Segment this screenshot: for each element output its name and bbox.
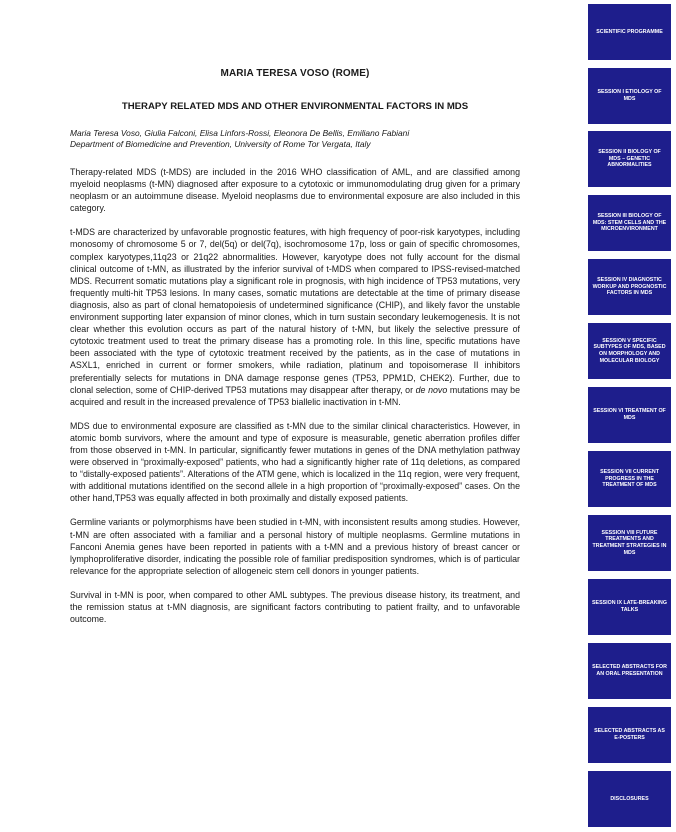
nav-label: SESSION V SPECIFIC SUBTYPES OF MDS, BASED ON MORPHOLOGY AND MOLECULAR BIOLOGY	[593, 337, 666, 364]
nav-label: SESSION VII CURRENT PROGRESS IN THE TREATMENT OF MDS	[600, 469, 659, 489]
nav-label: SESSION II BIOLOGY OF MDS – GENETIC ABNORMALITIES	[598, 149, 661, 169]
nav-label: SESSION VIII FUTURE TREATMENTS AND TREATMENT STRATEGIES IN MDS	[592, 529, 667, 556]
nav-session-3[interactable]	[588, 195, 671, 251]
nav-label: SESSION VI TREATMENT OF MDS	[593, 408, 666, 421]
nav-session-4[interactable]	[588, 259, 671, 315]
nav-label: SESSION IX LATE-BREAKING TALKS	[592, 600, 667, 613]
nav-session-8[interactable]	[588, 515, 671, 571]
nav-selected-abstracts-eposters[interactable]	[588, 707, 671, 763]
speaker-heading: MARIA TERESA VOSO (ROME)	[220, 68, 370, 79]
nav-label: SESSION I ETIOLOGY OF MDS	[597, 89, 662, 102]
nav-label: SESSION IV DIAGNOSTIC WORKUP AND PROGNOSTIC FACTORS IN MDS	[592, 277, 667, 297]
nav-disclosures[interactable]	[588, 771, 671, 827]
nav-session-9[interactable]	[588, 579, 671, 635]
paragraph-characteristics-text-b: mutations may be acquired and result in the increased prevalence of TP53 biallelic inactivation in t-MN.	[70, 384, 520, 407]
nav-label: DISCLOSURES	[610, 795, 649, 802]
nav-session-2[interactable]	[588, 131, 671, 187]
nav-scientific-programme[interactable]	[588, 4, 671, 60]
paragraph-germline: Germline variants or polymorphisms have been studied in t-MN, with inconsistent results among studies. However, t-MN are often associated with a familiar and a personal history of multiple neoplasms. Germline mutations in Fanconi Anemia genes have been reported in patients with a t-MN and a previous history of breast cancer or lymphoproliferative disorder, indicating the possible role of familiar predisposition syndromes, which is of particular relevance for the appropriate selection of allogeneic stem cell donors in younger patients.	[70, 517, 520, 576]
section-sidebar	[588, 0, 671, 832]
author-list: Maria Teresa Voso, Giulia Falconi, Elisa Linfors-Rossi, Eleonora De Bellis, Emiliano Fabiani	[70, 128, 410, 138]
paragraph-environmental: MDS due to environmental exposure are classified as t-MN due to the similar clinical characteristics. However, in atomic bomb survivors, where the amount and type of exposure is measurable, genetic aberration profiles differ from those observed in t-MN. In particular, significantly fewer mutations in genes of the DNA methylation pathway were observed in “proximally-exposed” patients, who had a significantly higher rate of 11q deletions, as compared to “distally-exposed patients”. Alterations of the ATM gene, which is localized in the 11q region, were very frequent, with additional mutations identified on the second allele in a high proportion of “proximally-exposed” cases. On the other hand,TP53 was equally affected in both proximally and distally exposed patients.	[70, 420, 520, 504]
nav-selected-abstracts-oral[interactable]	[588, 643, 671, 699]
nav-label: SESSION III BIOLOGY OF MDS: STEM CELLS AND THE MICROENVIRONMENT	[592, 213, 667, 233]
nav-session-6[interactable]	[588, 387, 671, 443]
paragraph-intro: Therapy-related MDS (t-MDS) are included in the 2016 WHO classification of AML, and are classified among myeloid neoplasms (t-MN) diagnosed after exposure to a cytotoxic or immunomodulating drug given for a primary neoplasm or an autoimmune disease. Myeloid neoplasms due to environmental exposure are also included in this category.	[70, 167, 520, 214]
paragraph-characteristics-text-a: t-MDS are characterized by unfavorable prognostic features, with high frequency of poor-risk karyotypes, including monosomy of chromosome 5 or 7, del(5q) or del(7q), isochromosome 17p, loss or gain of specific chromosomes, complex karyotypes,11q23 or 21q22 abnormalities. However, karyotype does not fully account for the dismal clinical outcome of t-MN, as illustrated by the inferior survival of t-MDS when compared to IPSS-revised-matched MDS. Recurrent somatic mutations play a significant role in prognosis, with high incidence of TP53 mutations, very frequently multi-hit TP53 lesions. In many cases, somatic mutations are detectable at the time of primary disease diagnosis, also as part of clonal hematopoiesis of undetermined significance (CHIP), and likely favor the unstable environment supporting later expansion of minor clones, which in turn sustain secondary leukemogenesis. It is not clear whether this evolution occurs as part of the natural history of t-MN, but likely the selective pressure of cytotoxic treatment used to treat the primary disease has a promoting role. In this line, specific mutations have been associated with the type of cytotoxic treatment received by the patients, as in the case of mutations in ASXL1, enriched in current or former smokers, while radiation, platinum and topoisomerase II inhibitors preferentially selects for mutations in DNA damage response genes (TP53, PPM1D, CHEK2). Further, due to clonal selection, some of CHIP-derived TP53 mutations may disappear after therapy, or	[70, 227, 520, 395]
nav-session-5[interactable]	[588, 323, 671, 379]
nav-session-1[interactable]	[588, 68, 671, 124]
nav-session-7[interactable]	[588, 451, 671, 507]
nav-label: SCIENTIFIC PROGRAMME	[596, 28, 663, 35]
nav-label: SELECTED ABSTRACTS FOR AN ORAL PRESENTATION	[592, 664, 667, 677]
nav-label: SELECTED ABSTRACTS AS E-POSTERS	[594, 728, 665, 741]
paragraph-characteristics-italic: de novo	[415, 384, 448, 395]
affiliation: Department of Biomedicine and Prevention, University of Rome Tor Vergata, Italy	[70, 139, 371, 149]
abstract-title: THERAPY RELATED MDS AND OTHER ENVIRONMENTAL FACTORS IN MDS	[121, 101, 469, 112]
abstract-page	[70, 68, 520, 637]
paragraph-characteristics	[70, 226, 520, 407]
paragraph-survival: Survival in t-MN is poor, when compared to other AML subtypes. The previous disease history, its treatment, and the remission status at t-MN diagnosis, are significant factors contributing to patient frailty, and to unfavorable outcome.	[70, 589, 520, 625]
